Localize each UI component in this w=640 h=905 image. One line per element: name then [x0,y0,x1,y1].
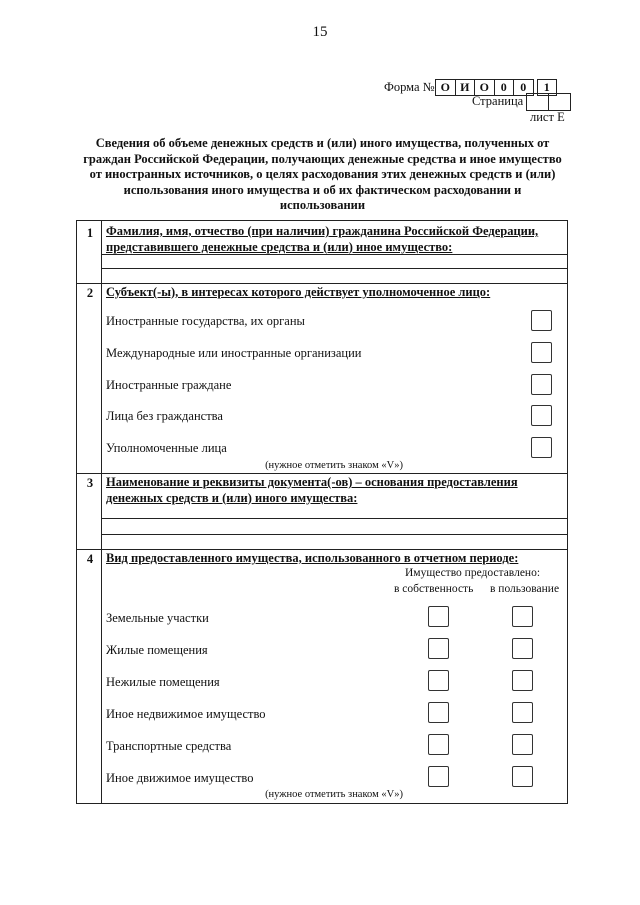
option-label: Уполномоченные лица [106,441,227,455]
section-number: 4 [86,552,94,566]
document-title: Сведения об объеме денежных средств и (или) иного имущества, полученных от граждан Российской Федерации, получающих денежные средства и иное имущество от иностранных источников, о целях расходования этих денежных средств и (или) использования иного имущества и об их фактическом расходовании и использовании [83,136,562,213]
section-3-title: Наименование и реквизиты документа(-ов) – основания предоставления денежных средств и (или) иного имущества: [106,475,518,505]
section-number: 2 [86,286,94,300]
page-number-box[interactable] [548,93,571,111]
option-label: Международные или иностранные организации [106,346,362,360]
option-checkbox[interactable] [531,437,552,458]
option-label: Иное движимое имущество [106,771,254,785]
use-checkbox[interactable] [512,766,533,787]
form-code-cell: О [474,79,495,96]
fill-line[interactable] [101,518,567,519]
use-checkbox[interactable] [512,606,533,627]
form-code-cell: 1 [537,79,558,96]
section-divider [76,283,567,284]
form-code-cell: И [455,79,476,96]
form-code-cell: О [435,79,456,96]
use-checkbox[interactable] [512,702,533,723]
fill-line[interactable] [101,268,567,269]
option-label: Транспортные средства [106,739,232,753]
use-checkbox[interactable] [512,734,533,755]
section-number: 3 [86,476,94,490]
ownership-checkbox[interactable] [428,702,449,723]
option-checkbox[interactable] [531,405,552,426]
section-divider [76,473,567,474]
number-column-divider [101,220,102,803]
fill-line[interactable] [101,254,567,255]
form-code-cell: 0 [494,79,515,96]
provided-label: Имущество предоставлено: [405,567,541,579]
use-checkbox[interactable] [512,670,533,691]
page-number: 15 [312,24,328,40]
option-label: Земельные участки [106,611,209,625]
option-label: Жилые помещения [106,643,208,657]
ownership-checkbox[interactable] [428,670,449,691]
page-number-boxes [527,93,571,111]
column-use: в пользование [490,583,560,595]
page-number-box[interactable] [526,93,549,111]
ownership-checkbox[interactable] [428,606,449,627]
ownership-checkbox[interactable] [428,638,449,659]
option-label: Лица без гражданства [106,409,223,423]
option-label: Нежилые помещения [106,675,220,689]
section-number: 1 [86,226,94,240]
option-checkbox[interactable] [531,310,552,331]
ownership-checkbox[interactable] [428,766,449,787]
section-1-title: Фамилия, имя, отчество (при наличии) гражданина Российской Федерации, представившего денежные средства и (или) иное имущество: [106,224,539,254]
use-checkbox[interactable] [512,638,533,659]
option-label: Иное недвижимое имущество [106,707,266,721]
form-number-label: Форма № [384,80,435,94]
option-label: Иностранные государства, их органы [106,314,305,328]
section-divider [76,549,567,550]
sheet-label: лист Е [530,110,565,124]
section-2-title: Субъект(-ы), в интересах которого действует уполномоченное лицо: [106,285,491,299]
ownership-checkbox[interactable] [428,734,449,755]
option-label: Иностранные граждане [106,378,232,392]
section-4-title: Вид предоставленного имущества, использованного в отчетном периоде: [106,551,519,565]
mark-instruction: (нужное отметить знаком «V») [265,789,403,800]
mark-instruction: (нужное отметить знаком «V») [265,460,403,471]
page-label: Страница [472,94,524,108]
fill-line[interactable] [101,534,567,535]
option-checkbox[interactable] [531,374,552,395]
option-checkbox[interactable] [531,342,552,363]
form-code-cell: 0 [513,79,534,96]
column-ownership: в собственность [394,583,474,595]
